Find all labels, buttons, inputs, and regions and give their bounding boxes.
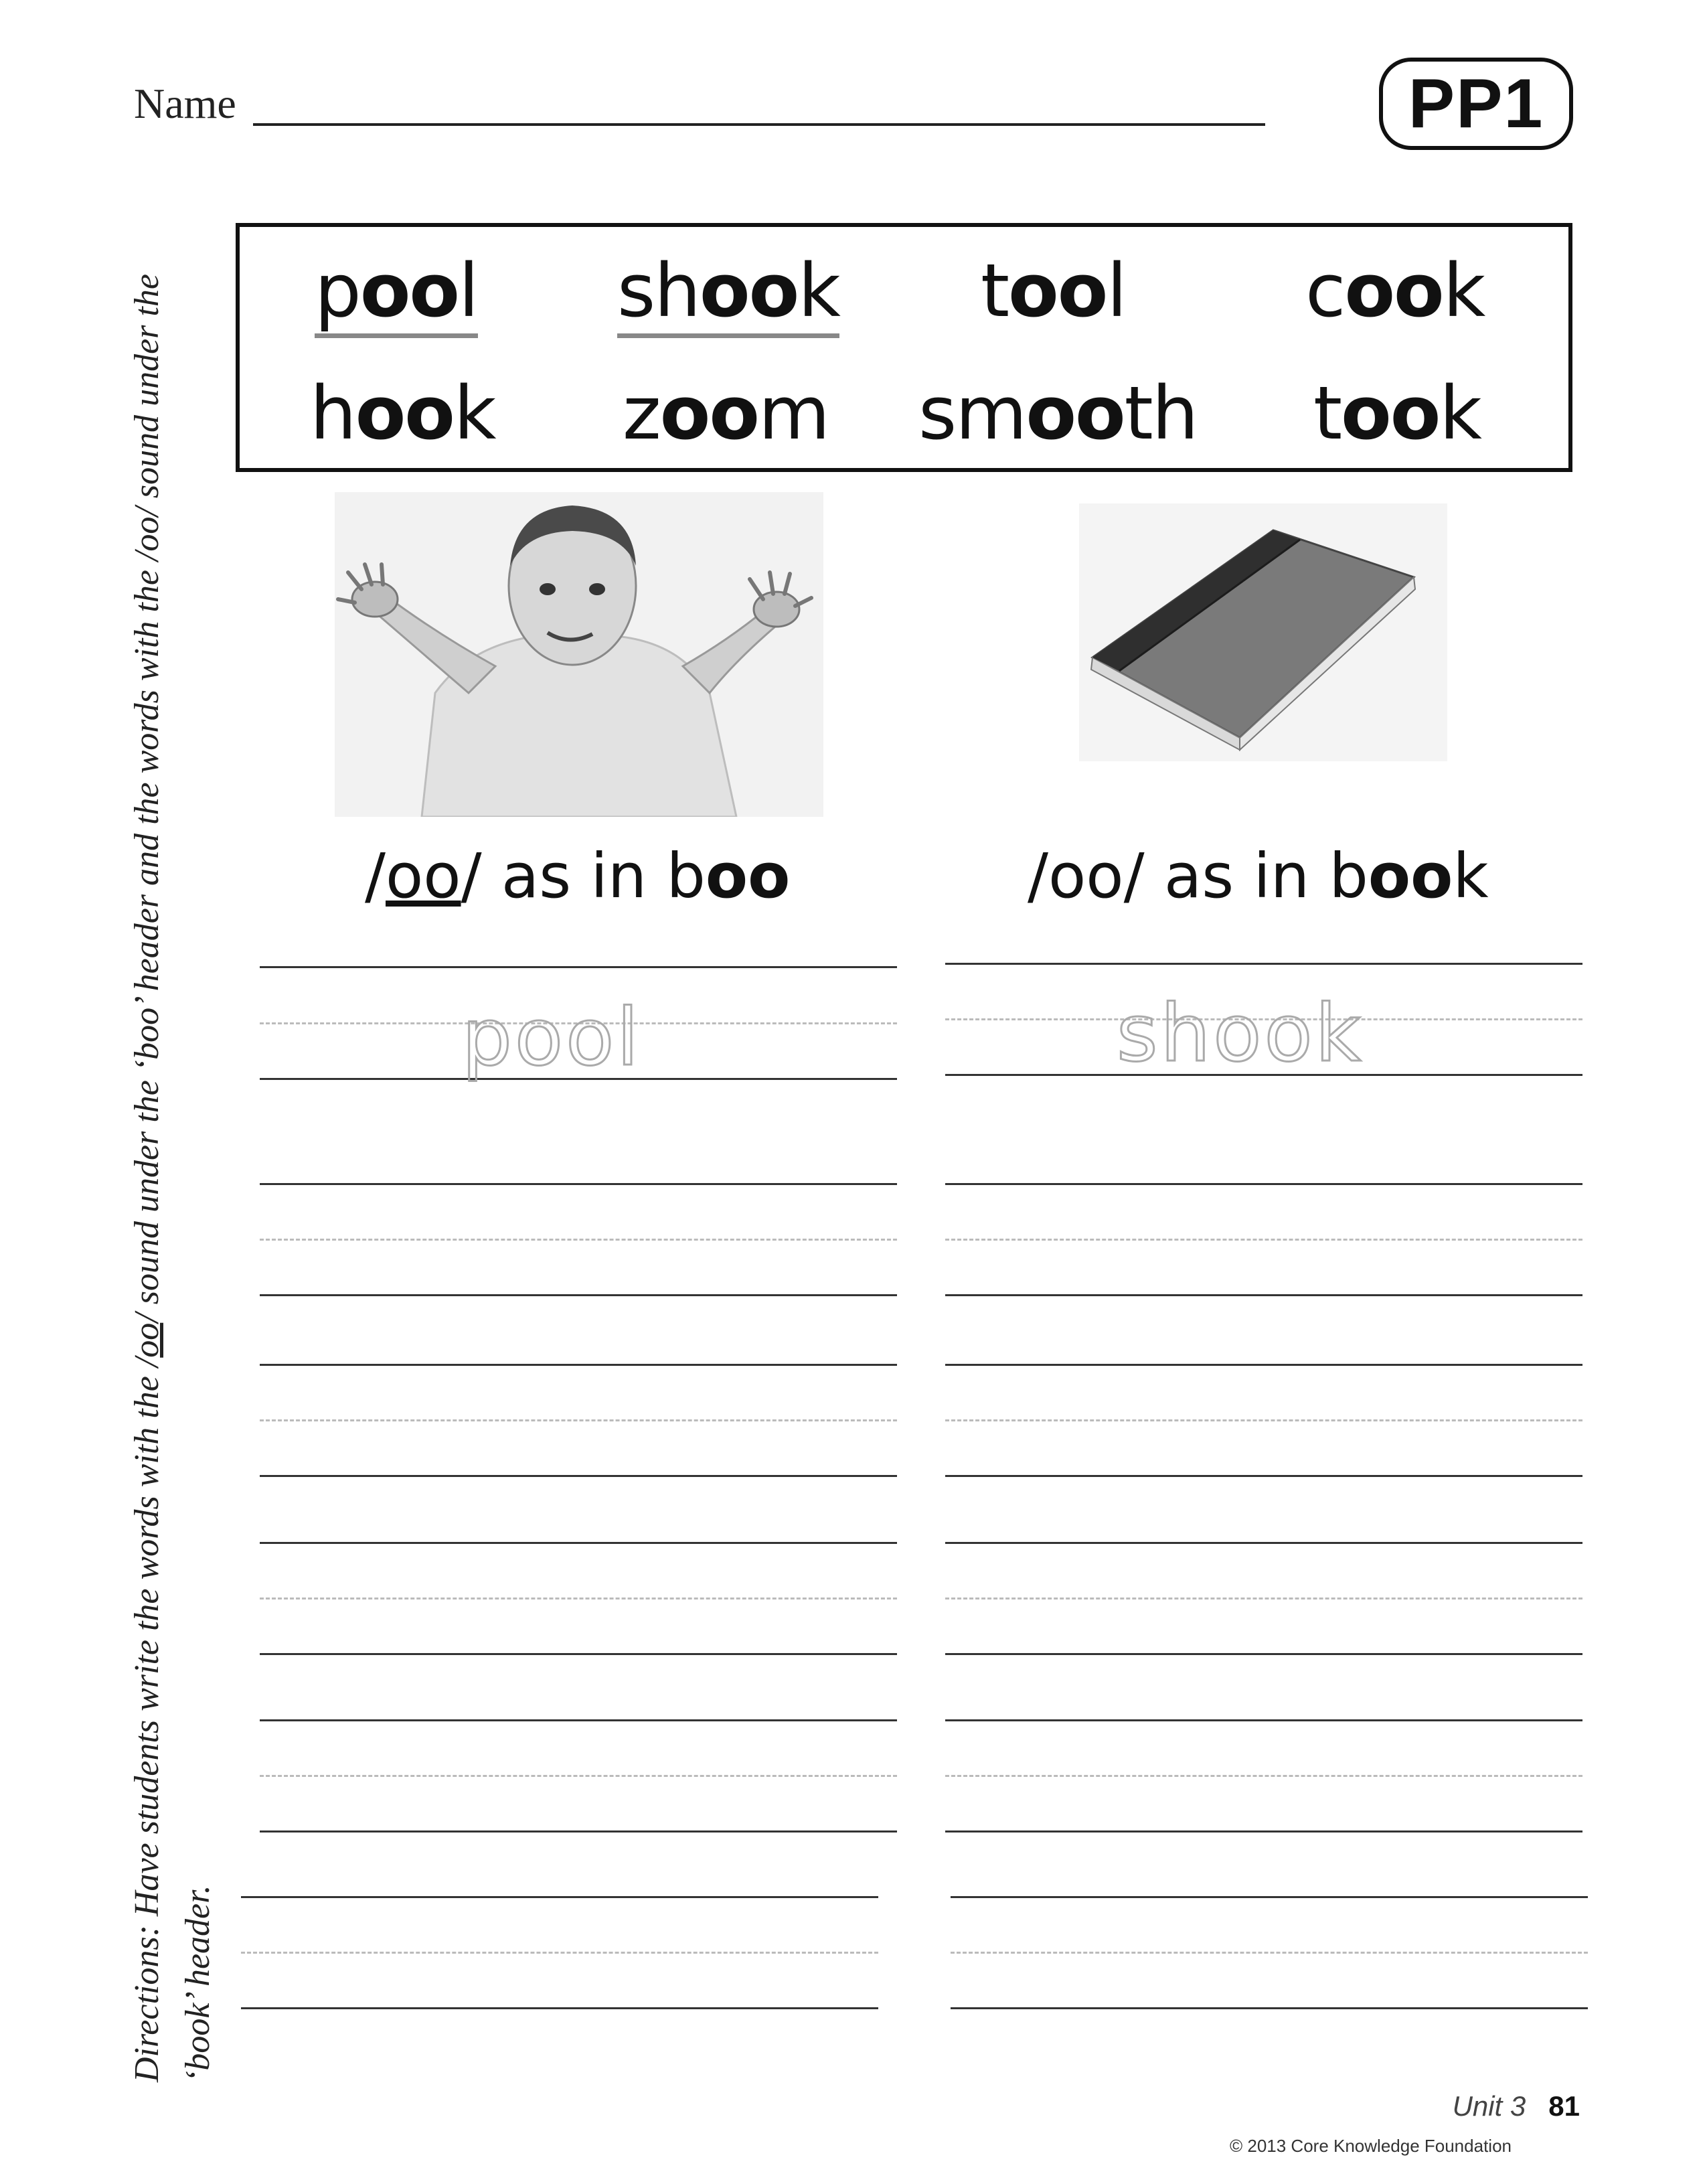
writing-base-line — [260, 1653, 897, 1655]
writing-mid-line — [945, 1419, 1582, 1421]
unit-label: Unit 3 — [1452, 2090, 1526, 2122]
unit-page-label — [1453, 2090, 1580, 2122]
writing-top-line — [945, 1183, 1582, 1185]
writing-base-line — [945, 1475, 1582, 1477]
word-bank-item: shook — [617, 248, 839, 333]
word-bank-item: hook — [310, 370, 495, 456]
book-photo — [1079, 503, 1447, 761]
page-number: 81 — [1548, 2090, 1580, 2122]
writing-base-line — [260, 1830, 897, 1832]
copyright: © 2013 Core Knowledge Foundation — [1229, 2136, 1512, 2156]
writing-mid-line — [951, 1952, 1588, 1954]
writing-mid-line — [241, 1952, 878, 1954]
writing-top-line — [945, 1364, 1582, 1366]
writing-top-line — [260, 1719, 897, 1721]
writing-base-line — [945, 1830, 1582, 1832]
word-bank-item: zoom — [623, 370, 829, 456]
directions-prefix: Directions: Have students write the words with the / — [128, 1357, 166, 2082]
word-bank-item: took — [1313, 370, 1481, 456]
writing-top-line — [260, 1364, 897, 1366]
directions-suffix: / sound under the ‘boo’ header and the words with the /oo/ sound under the ‘book’ header. — [128, 274, 217, 2082]
writing-mid-line — [260, 1775, 897, 1777]
name-field-line[interactable] — [253, 123, 1265, 126]
writing-base-line — [260, 1475, 897, 1477]
writing-top-line — [260, 966, 897, 968]
book-header: /oo/ as in book — [1028, 840, 1489, 912]
traced-example-word: pool — [462, 991, 642, 1083]
directions-underlined-sound: oo — [128, 1322, 166, 1358]
traced-example-word: shook — [1117, 987, 1364, 1079]
writing-base-line — [945, 1653, 1582, 1655]
writing-top-line — [945, 963, 1582, 965]
writing-mid-line — [945, 1775, 1582, 1777]
writing-top-line — [945, 1542, 1582, 1544]
writing-mid-line — [260, 1239, 897, 1241]
name-label: Name — [134, 80, 236, 127]
word-bank-item: smooth — [918, 370, 1198, 456]
writing-base-line — [945, 1294, 1582, 1296]
boy-photo — [335, 492, 823, 817]
writing-top-line — [260, 1183, 897, 1185]
writing-mid-line — [945, 1597, 1582, 1600]
page-code-badge: PP1 — [1379, 58, 1573, 150]
writing-mid-line — [260, 1597, 897, 1600]
writing-base-line — [260, 1294, 897, 1296]
word-bank-item: cook — [1305, 248, 1485, 333]
word-bank-item: tool — [981, 248, 1126, 333]
boo-header: /oo/ as in boo — [365, 840, 791, 912]
writing-base-line — [241, 2007, 878, 2009]
writing-top-line — [260, 1542, 897, 1544]
writing-top-line — [951, 1896, 1588, 1898]
writing-mid-line — [945, 1239, 1582, 1241]
word-bank-item: pool — [315, 248, 478, 333]
directions-text — [122, 221, 224, 2082]
writing-base-line — [951, 2007, 1588, 2009]
writing-mid-line — [260, 1419, 897, 1421]
writing-top-line — [945, 1719, 1582, 1721]
writing-top-line — [241, 1896, 878, 1898]
